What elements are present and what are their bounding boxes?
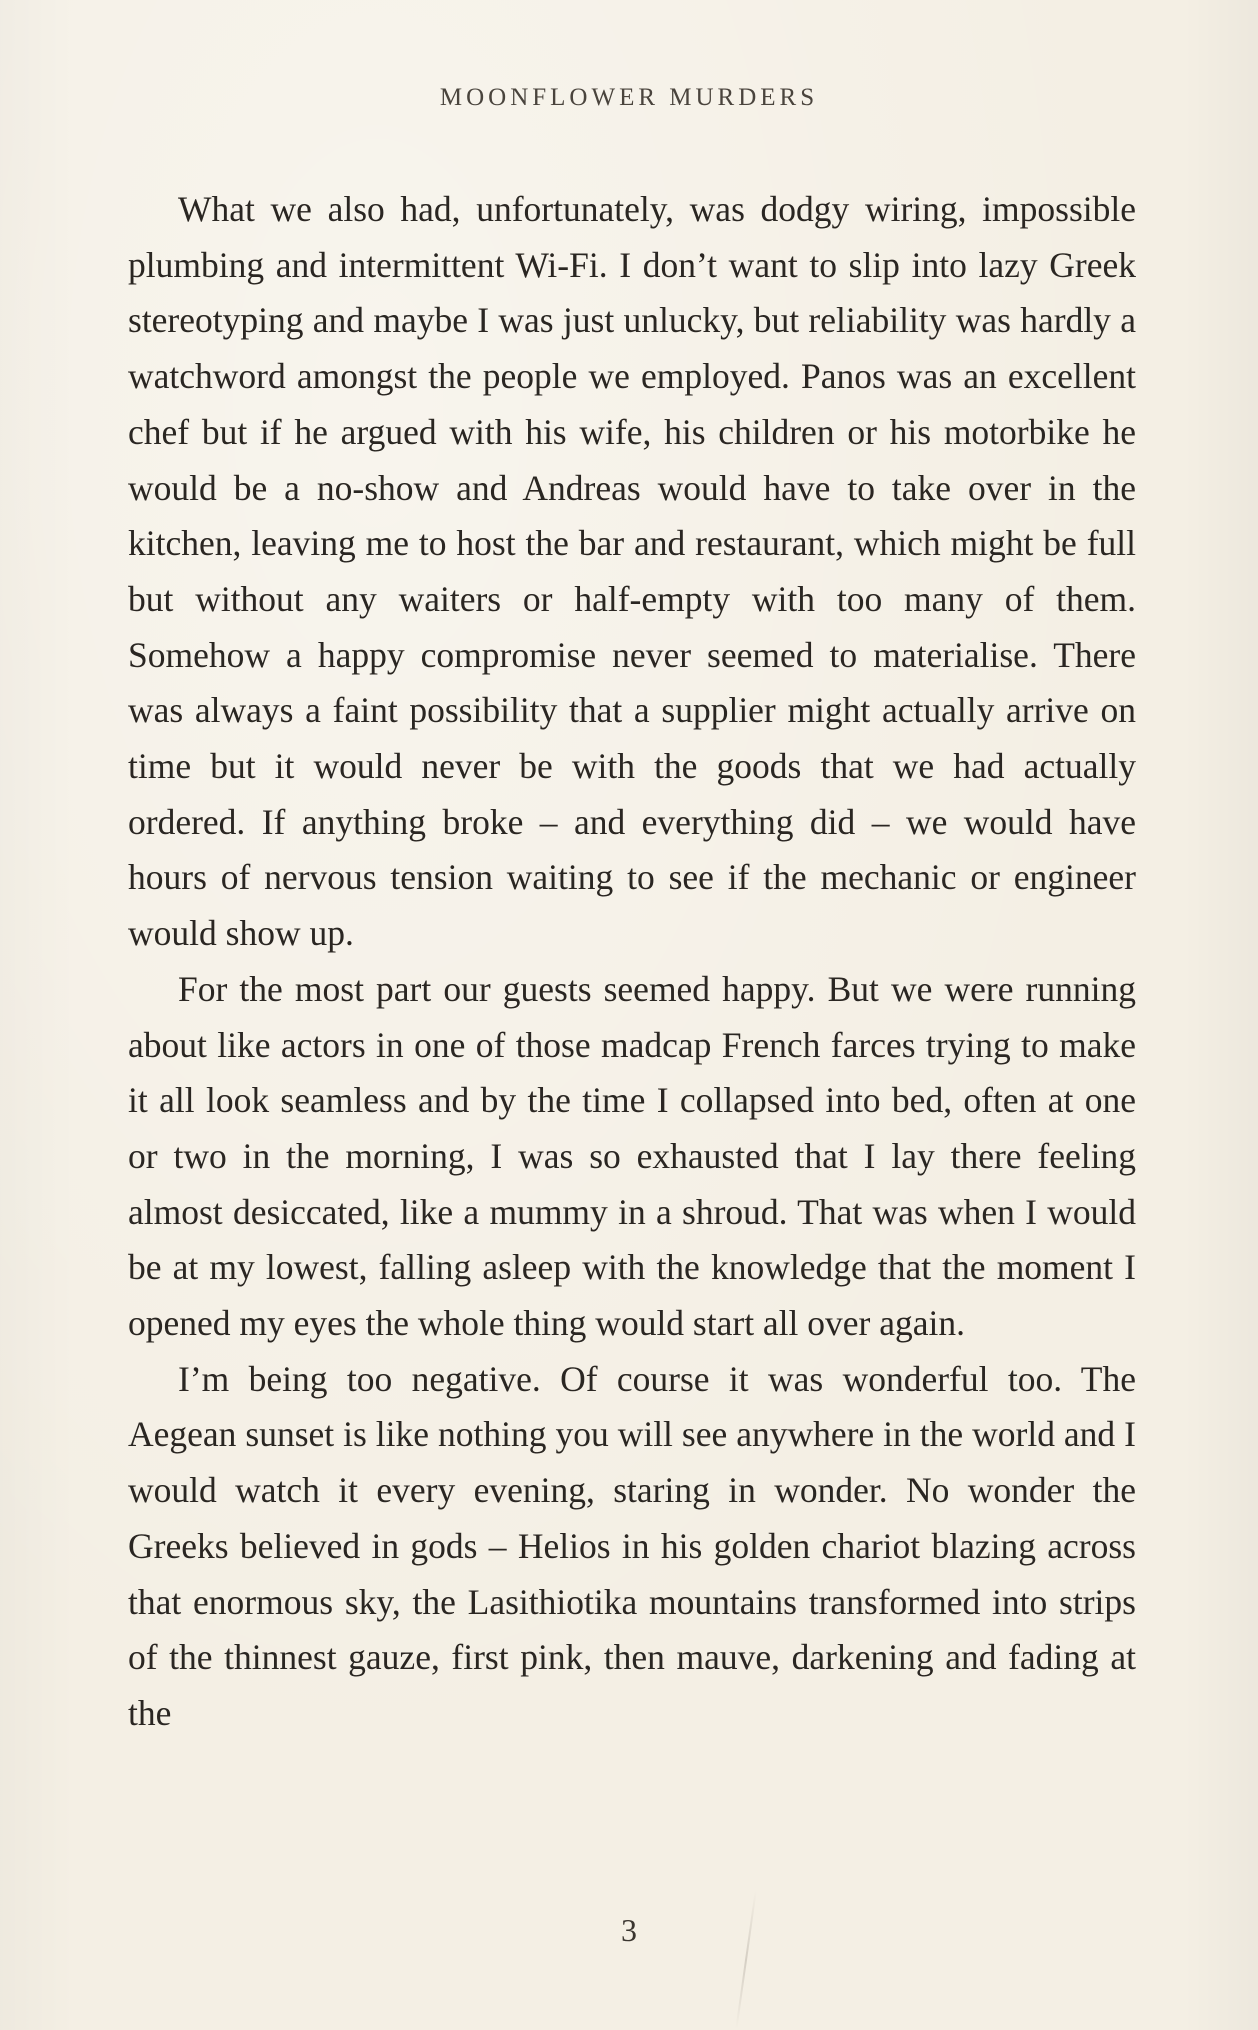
running-head: MOONFLOWER MURDERS — [439, 84, 819, 111]
paragraph-1: What we also had, unfortunately, was dodgy wiring, impossible plumbing and intermittent Wi-Fi. I don’t want to slip into lazy Greek stereotyping and maybe I was just unlucky, but reliability was hardly a watchword amongst the people we employed. Panos was an excellent chef but if he argued with his wife, his children or his motorbike he would be a no-show and Andreas would have to take over in the kitchen, leaving me to host the bar and restaurant, which might be full but without any waiters or half-empty with too many of them. Somehow a happy compromise never seemed to materialise. There was always a faint possibility that a supplier might actually arrive on time but it would never be with the goods that we had actually ordered. If anything broke – and everything did – we would have hours of nervous tension waiting to see if the mechanic or engineer would show up. — [128, 189, 1136, 954]
paragraph-3: I’m being too negative. Of course it was wonderful too. The Aegean sunset is like nothing you will see anywhere in the world and I would watch it every evening, staring in wonder. No wonder the Greeks believed in gods – Helios in his golden chariot blazing across that enormous sky, the Lasithiotika mountains transformed into strips of the thinnest gauze, first pink, then mauve, darkening and fading at the — [128, 1358, 1136, 1733]
paragraph-2: For the most part our guests seemed happy. But we were running about like actors in one of those madcap French farces trying to make it all look seamless and by the time I collapsed into bed, often at one or two in the morning, I was so exhausted that I lay there feeling almost desiccated, like a mummy in a shroud. That was when I would be at my lowest, falling asleep with the knowledge that the moment I opened my eyes the whole thing would start all over again. — [128, 968, 1136, 1344]
page-number: 3 — [621, 1912, 637, 1948]
body-text — [128, 182, 1136, 1742]
